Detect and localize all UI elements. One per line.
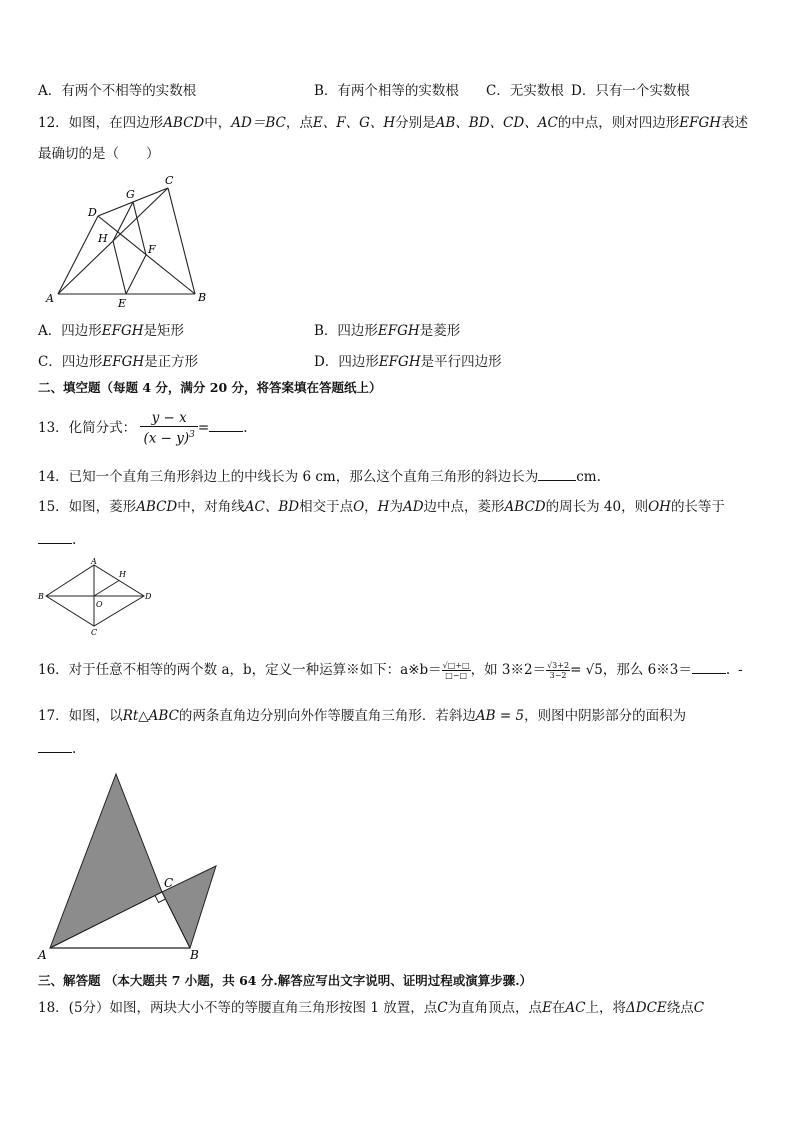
- q17-answer-line: .: [38, 739, 76, 758]
- q12-option-d: D．四边形EFGH是平行四边形: [314, 354, 502, 370]
- q13-answer-blank[interactable]: [209, 418, 243, 432]
- q15-answer-blank[interactable]: [38, 530, 72, 544]
- q12-label-a: A: [46, 292, 54, 305]
- q17-label-a: A: [38, 948, 47, 962]
- q15-label-a: A: [91, 557, 97, 566]
- section-2-heading: 二、填空题（每题 4 分，满分 20 分，将答案填在答题纸上）: [38, 380, 382, 395]
- q15-label-b: B: [38, 592, 44, 601]
- q15-label-c: C: [91, 628, 98, 636]
- q14: 14．已知一个直角三角形斜边上的中线长为 6 cm，那么这个直角三角形的斜边长为 cm.: [38, 469, 601, 485]
- q12-option-c: C．四边形EFGH是正方形: [38, 354, 199, 370]
- q16-definition-fraction: $\frac{√□+□}{□-□}$: [442, 661, 470, 680]
- section-3-heading: 三、解答题 （本大题共 7 小题，共 64 分.解答应写出文字说明、证明过程或演算步骤.）: [38, 973, 533, 988]
- q12-option-b: B．四边形EFGH是菱形: [314, 323, 461, 339]
- q12-stem: 12．如图，在四边形ABCD中，AD＝BC，点E、F、G、H分别是AB、BD、CD、AC的中点，则对四边形EFGH表述: [38, 115, 749, 131]
- q16-example-fraction: $\frac{√3+2}{3-2}$: [547, 661, 570, 680]
- q17-label-b: B: [190, 948, 199, 962]
- q15-label-h: H: [119, 570, 126, 579]
- q17-figure: [36, 768, 232, 964]
- q15-figure: [36, 556, 152, 636]
- q11-option-c: C．无实数根: [486, 83, 564, 99]
- q12-option-a: A．四边形EFGH是矩形: [38, 323, 185, 339]
- q12-label-d: D: [88, 206, 97, 219]
- q17-answer-blank[interactable]: [38, 739, 72, 753]
- q11-option-b: B．有两个相等的实数根: [314, 83, 459, 99]
- q12-label-g: G: [126, 188, 135, 201]
- q14-answer-blank[interactable]: [538, 467, 576, 481]
- q12-label-b: B: [198, 291, 207, 304]
- q16-answer-blank[interactable]: [692, 660, 726, 674]
- q12-figure: [40, 170, 220, 310]
- q12-label-h: H: [98, 232, 108, 245]
- q16: 16．对于任意不相等的两个数 a，b，定义一种运算※如下：a※b＝ $\frac{√□+□}{□-□}$ ，如 3※2＝ $\frac{√3+2}{3-2}$ = √5，那么 6※3＝ . -: [38, 661, 743, 680]
- q12-stem-line2: 最确切的是（ ）: [38, 146, 160, 162]
- q15-stem: 15．如图，菱形ABCD中，对角线AC、BD相交于点O，H为AD边中点，菱形ABCD的周长为 40，则OH的长等于: [38, 499, 725, 515]
- q13: 13．化简分式： $\frac{y - x}{(x - y)^3}$ = .: [38, 410, 248, 447]
- q15-label-o: O: [96, 600, 103, 609]
- q11-option-a: A．有两个不相等的实数根: [38, 83, 197, 99]
- q17-stem: 17．如图，以Rt△ABC的两条直角边分别向外作等腰直角三角形．若斜边AB = 5，则图中阴影部分的面积为: [38, 708, 687, 724]
- q17-label-c: C: [164, 876, 174, 890]
- q12-label-f: F: [148, 243, 156, 256]
- q11-option-d: D．只有一个实数根: [571, 83, 690, 99]
- q13-fraction: $\frac{y - x}{(x - y)^3}$: [140, 410, 197, 447]
- q15-label-d: D: [145, 592, 152, 601]
- q18-stem: 18．(5分）如图，两块大小不等的等腰直角三角形按图 1 放置，点C为直角顶点，点E在AC上，将ΔDCE绕点C: [38, 1000, 705, 1016]
- q12-label-e: E: [118, 297, 127, 310]
- q15-answer-line: .: [38, 530, 76, 549]
- q12-label-c: C: [165, 174, 174, 187]
